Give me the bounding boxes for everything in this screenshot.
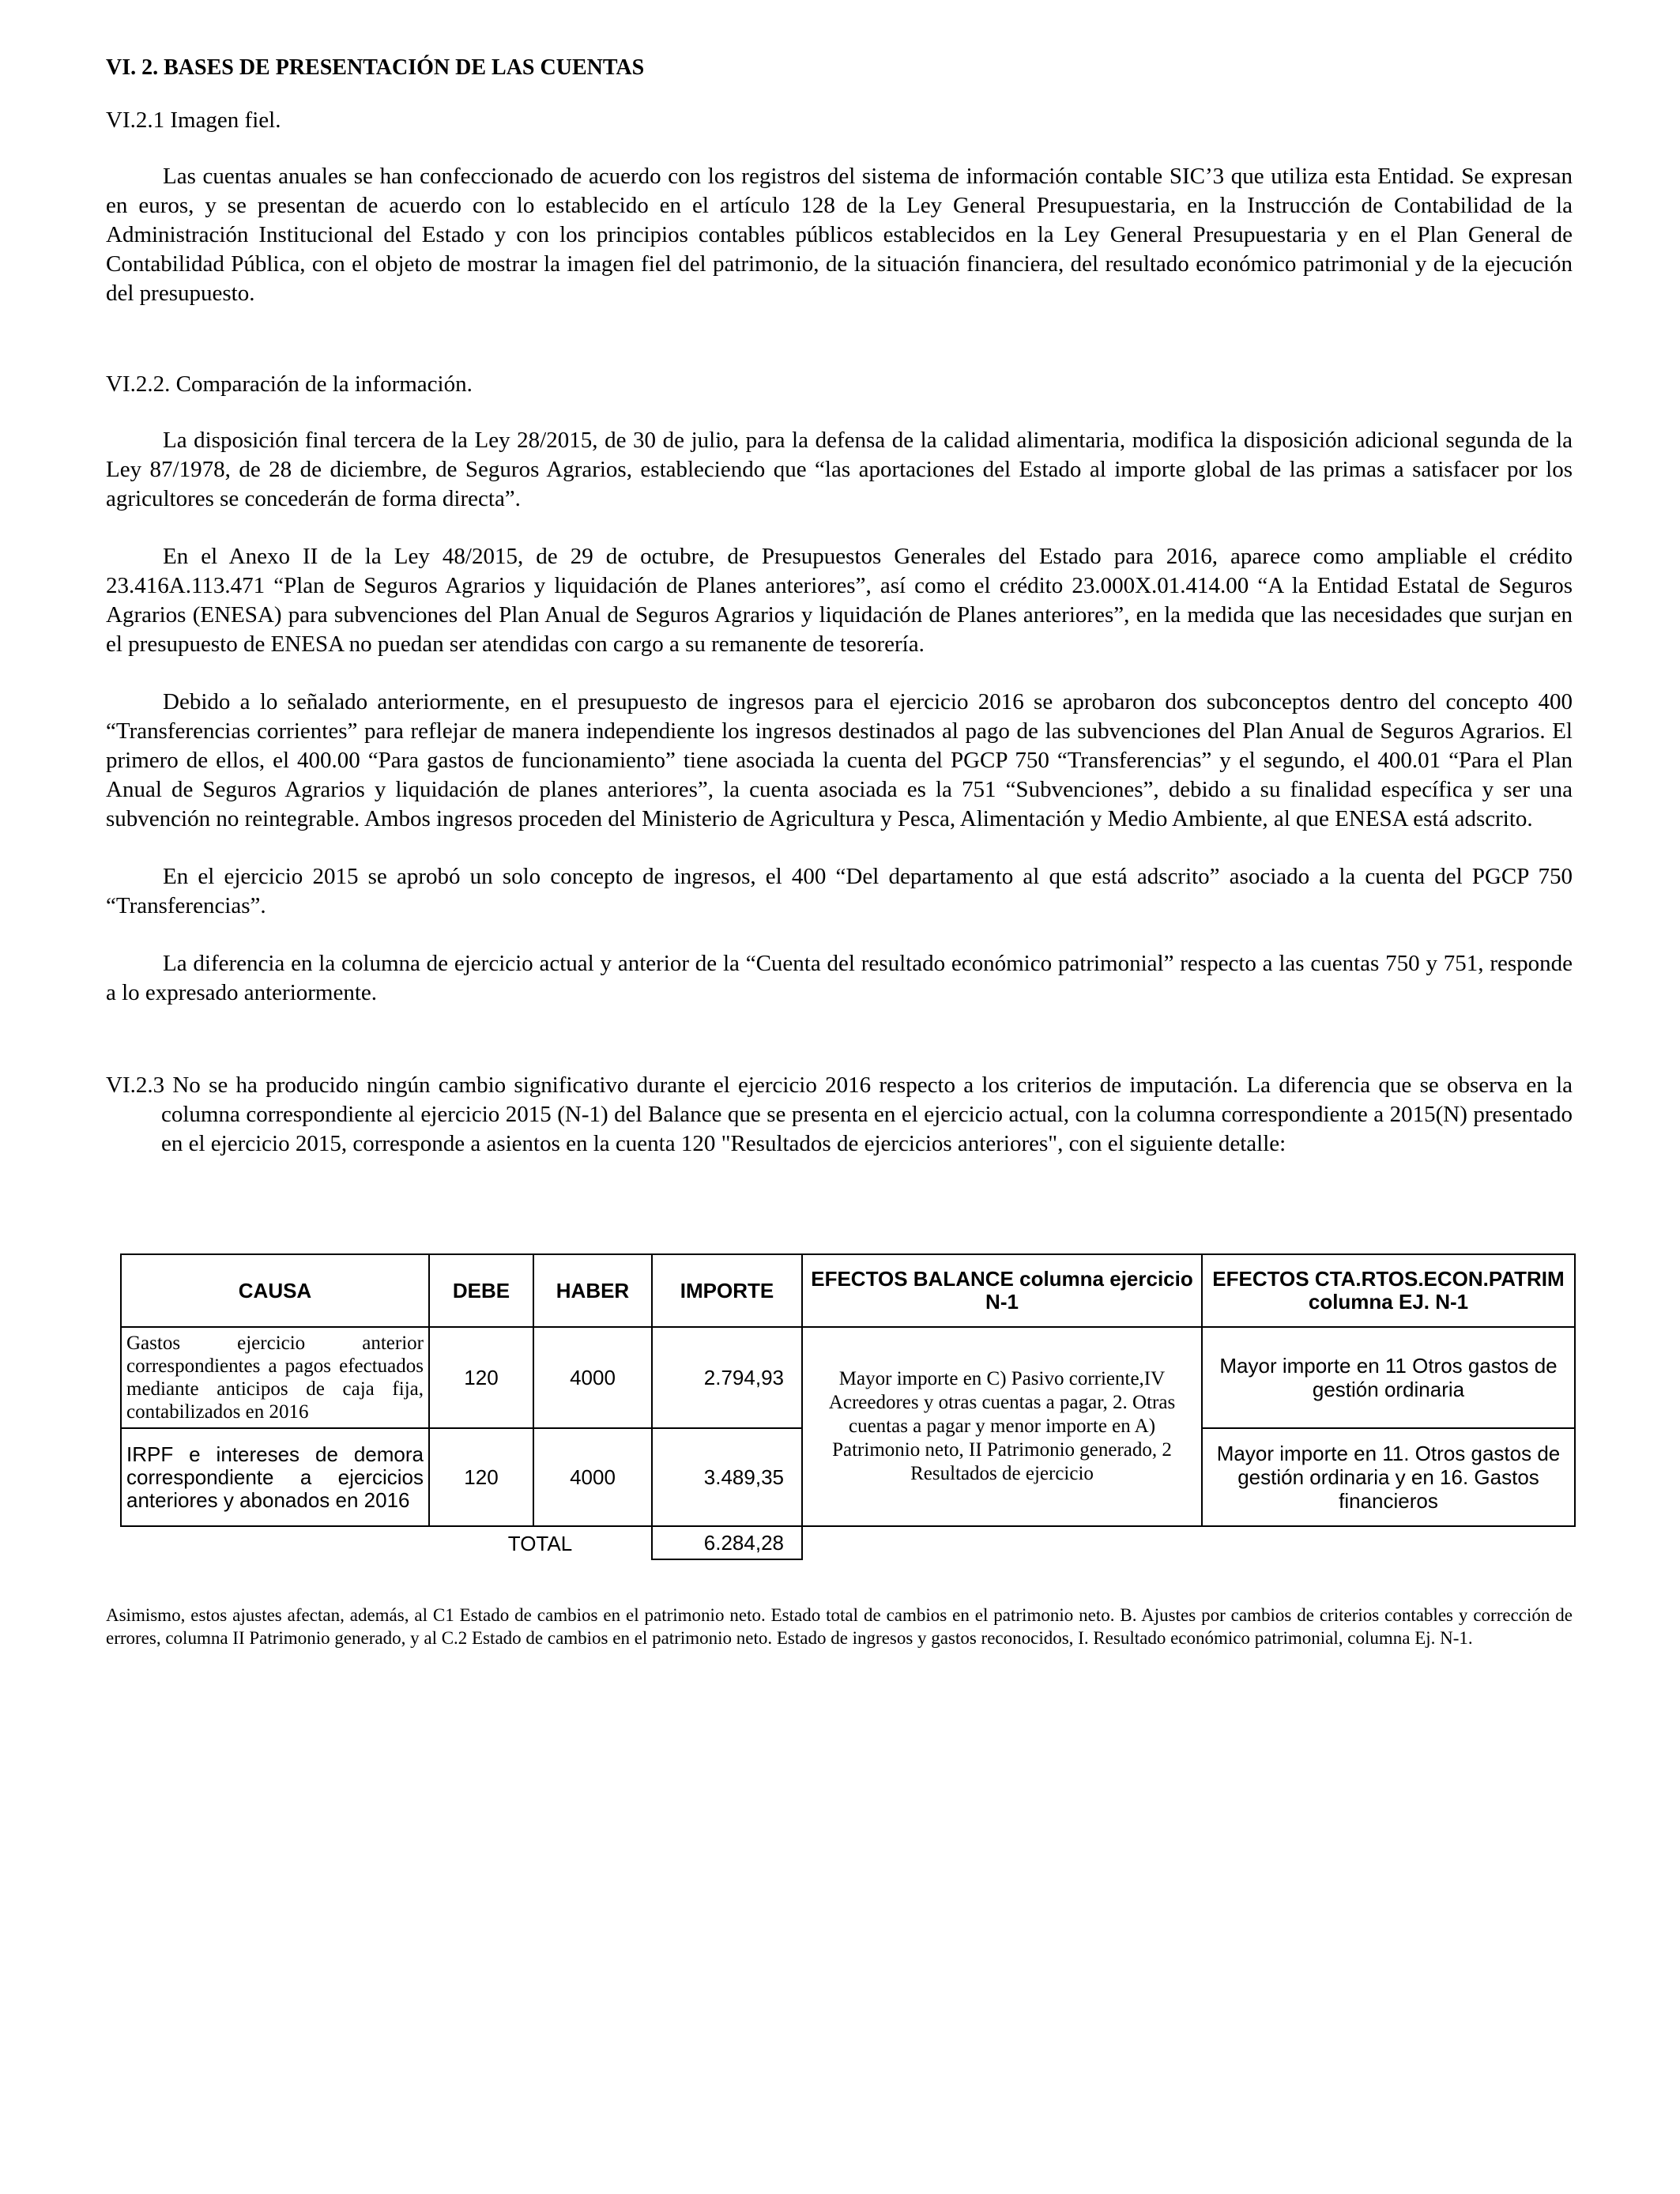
header-importe: IMPORTE: [652, 1254, 802, 1327]
cell-importe: 2.794,93: [652, 1327, 802, 1428]
cell-haber: 4000: [533, 1327, 652, 1428]
section-title: VI. 2. BASES DE PRESENTACIÓN DE LAS CUENTAS: [106, 55, 645, 80]
cell-efectos-cta: Mayor importe en 11. Otros gastos de gestión ordinaria y en 16. Gastos financieros: [1202, 1428, 1575, 1526]
cell-efectos-cta: Mayor importe en 11 Otros gastos de gestión ordinaria: [1202, 1327, 1575, 1428]
cell-causa: Gastos ejercicio anterior correspondientes a pagos efectuados mediante anticipos de caja fija, contabilizados en 2016: [121, 1327, 429, 1428]
document-page: [106, 55, 1573, 1190]
table-total-row: [121, 1526, 1575, 1559]
table-header-row: [121, 1254, 1575, 1327]
paragraph-diferencia-columna: La diferencia en la columna de ejercicio actual y anterior de la “Cuenta del resultado económico patrimonial” respecto a las cuentas 750 y 751, responde a lo expresado anteriormente.: [106, 951, 1573, 1005]
header-debe: DEBE: [429, 1254, 533, 1327]
table-row: [121, 1327, 1575, 1428]
paragraph-anexo-ii: En el Anexo II de la Ley 48/2015, de 29 de octubre, de Presupuestos Generales del Estado para 2016, aparece como ampliable el crédito 23.416A.113.471 “Plan de Seguros Agrarios y liquidación de Planes anteriores”, así como el crédito 23.000X.01.414.00 “A la Entidad Estatal de Seguros Agrarios (ENESA) para subvenciones del Plan Anual de Seguros Agrarios y liquidación de Planes anteriores”, en la medida que las necesidades que surjan en el presupuesto de ENESA no puedan ser atendidas con cargo a su remanente de tesorería.: [106, 544, 1573, 657]
paragraph-presupuesto-ingresos: Debido a lo señalado anteriormente, en el presupuesto de ingresos para el ejercicio 2016 se aprobaron dos subconceptos dentro del concepto 400 “Transferencias corrientes” para reflejar de manera independiente los ingresos destinados al pago de las subvenciones del Plan Anual de Seguros Agrarios. El primero de ellos, el 400.00 “Para gastos de funcionamiento” tiene asociada la cuenta del PGCP 750 “Transferencias” y el segundo, el 400.01 “Para el Plan Anual de Seguros Agrarios y liquidación de planes anteriores”, la cuenta asociada es la 751 “Subvenciones”, debido a su finalidad específica y ser una subvención no reintegrable. Ambos ingresos proceden del Ministerio de Agricultura y Pesca, Alimentación y Medio Ambiente, al que ENESA está adscrito.: [106, 689, 1573, 831]
paragraph-imagen-fiel: Las cuentas anuales se han confeccionado de acuerdo con los registros del sistema de información contable SIC’3 que utiliza esta Entidad. Se expresan en euros, y se presentan de acuerdo con lo establecido en el artículo 128 de la Ley General Presupuestaria, en la Instrucción de Contabilidad de la Administración Institucional del Estado y con los principios contables públicos establecidos en la Ley General Presupuestaria y en el Plan General de Contabilidad Pública, con el objeto de mostrar la imagen fiel del patrimonio, de la situación financiera, del resultado económico patrimonial y de la ejecución del presupuesto.: [106, 164, 1573, 306]
cell-debe: 120: [429, 1327, 533, 1428]
header-haber: HABER: [533, 1254, 652, 1327]
paragraph-criterios-imputacion: VI.2.3 No se ha producido ningún cambio significativo durante el ejercicio 2016 respecto a los criterios de imputación. La diferencia que se observa en la columna correspondiente al ejercicio 2015 (N-1) del Balance que se presenta en el ejercicio actual, con la columna correspondiente a 2015(N) presentado en el ejercicio 2015, corresponde a asientos en la cuenta 120 "Resultados de ejercicios anteriores", con el siguiente detalle:: [106, 1072, 1573, 1156]
total-label: TOTAL: [507, 1531, 573, 1555]
subsection-title-comparacion: VI.2.2. Comparación de la información.: [106, 371, 473, 397]
footnote: Asimismo, estos ajustes afectan, además, al C1 Estado de cambios en el patrimonio neto. Estado total de cambios en el patrimonio neto. B. Ajustes por cambios de criterios contables y corrección de errores, columna II Patrimonio generado, y al C.2 Estado de cambios en el patrimonio neto. Estado de ingresos y gastos reconocidos, I. Resultado económico patrimonial, columna Ej. N-1.: [106, 1605, 1573, 1648]
header-efectos-balance: EFECTOS BALANCE columna ejercicio N-1: [802, 1254, 1202, 1327]
cell-importe: 3.489,35: [652, 1428, 802, 1526]
subsection-title-imagen-fiel: VI.2.1 Imagen fiel.: [106, 107, 281, 133]
header-efectos-cta: EFECTOS CTA.RTOS.ECON.PATRIM columna EJ. N-1: [1202, 1254, 1575, 1327]
total-value: 6.284,28: [652, 1526, 802, 1559]
paragraph-disposicion-final: La disposición final tercera de la Ley 28/2015, de 30 de julio, para la defensa de la calidad alimentaria, modifica la disposición adicional segunda de la Ley 87/1978, de 28 de diciembre, de Seguros Agrarios, estableciendo que “las aportaciones del Estado al importe global de las primas a satisfacer por los agricultores se concederán de forma directa”.: [106, 428, 1573, 511]
adjustments-table: [120, 1253, 1576, 1560]
cell-haber: 4000: [533, 1428, 652, 1526]
paragraph-ejercicio-2015: En el ejercicio 2015 se aprobó un solo concepto de ingresos, el 400 “Del departamento al que está adscrito” asociado a la cuenta del PGCP 750 “Transferencias”.: [106, 864, 1573, 918]
cell-efectos-balance: Mayor importe en C) Pasivo corriente,IV Acreedores y otras cuentas a pagar, 2. Otras cuentas a pagar y menor importe en A) Patrimonio neto, II Patrimonio generado, 2 Resultados de ejercicio: [802, 1327, 1202, 1526]
header-causa: CAUSA: [121, 1254, 429, 1327]
cell-debe: 120: [429, 1428, 533, 1526]
cell-causa: IRPF e intereses de demora correspondiente a ejercicios anteriores y abonados en 2016: [121, 1428, 429, 1526]
